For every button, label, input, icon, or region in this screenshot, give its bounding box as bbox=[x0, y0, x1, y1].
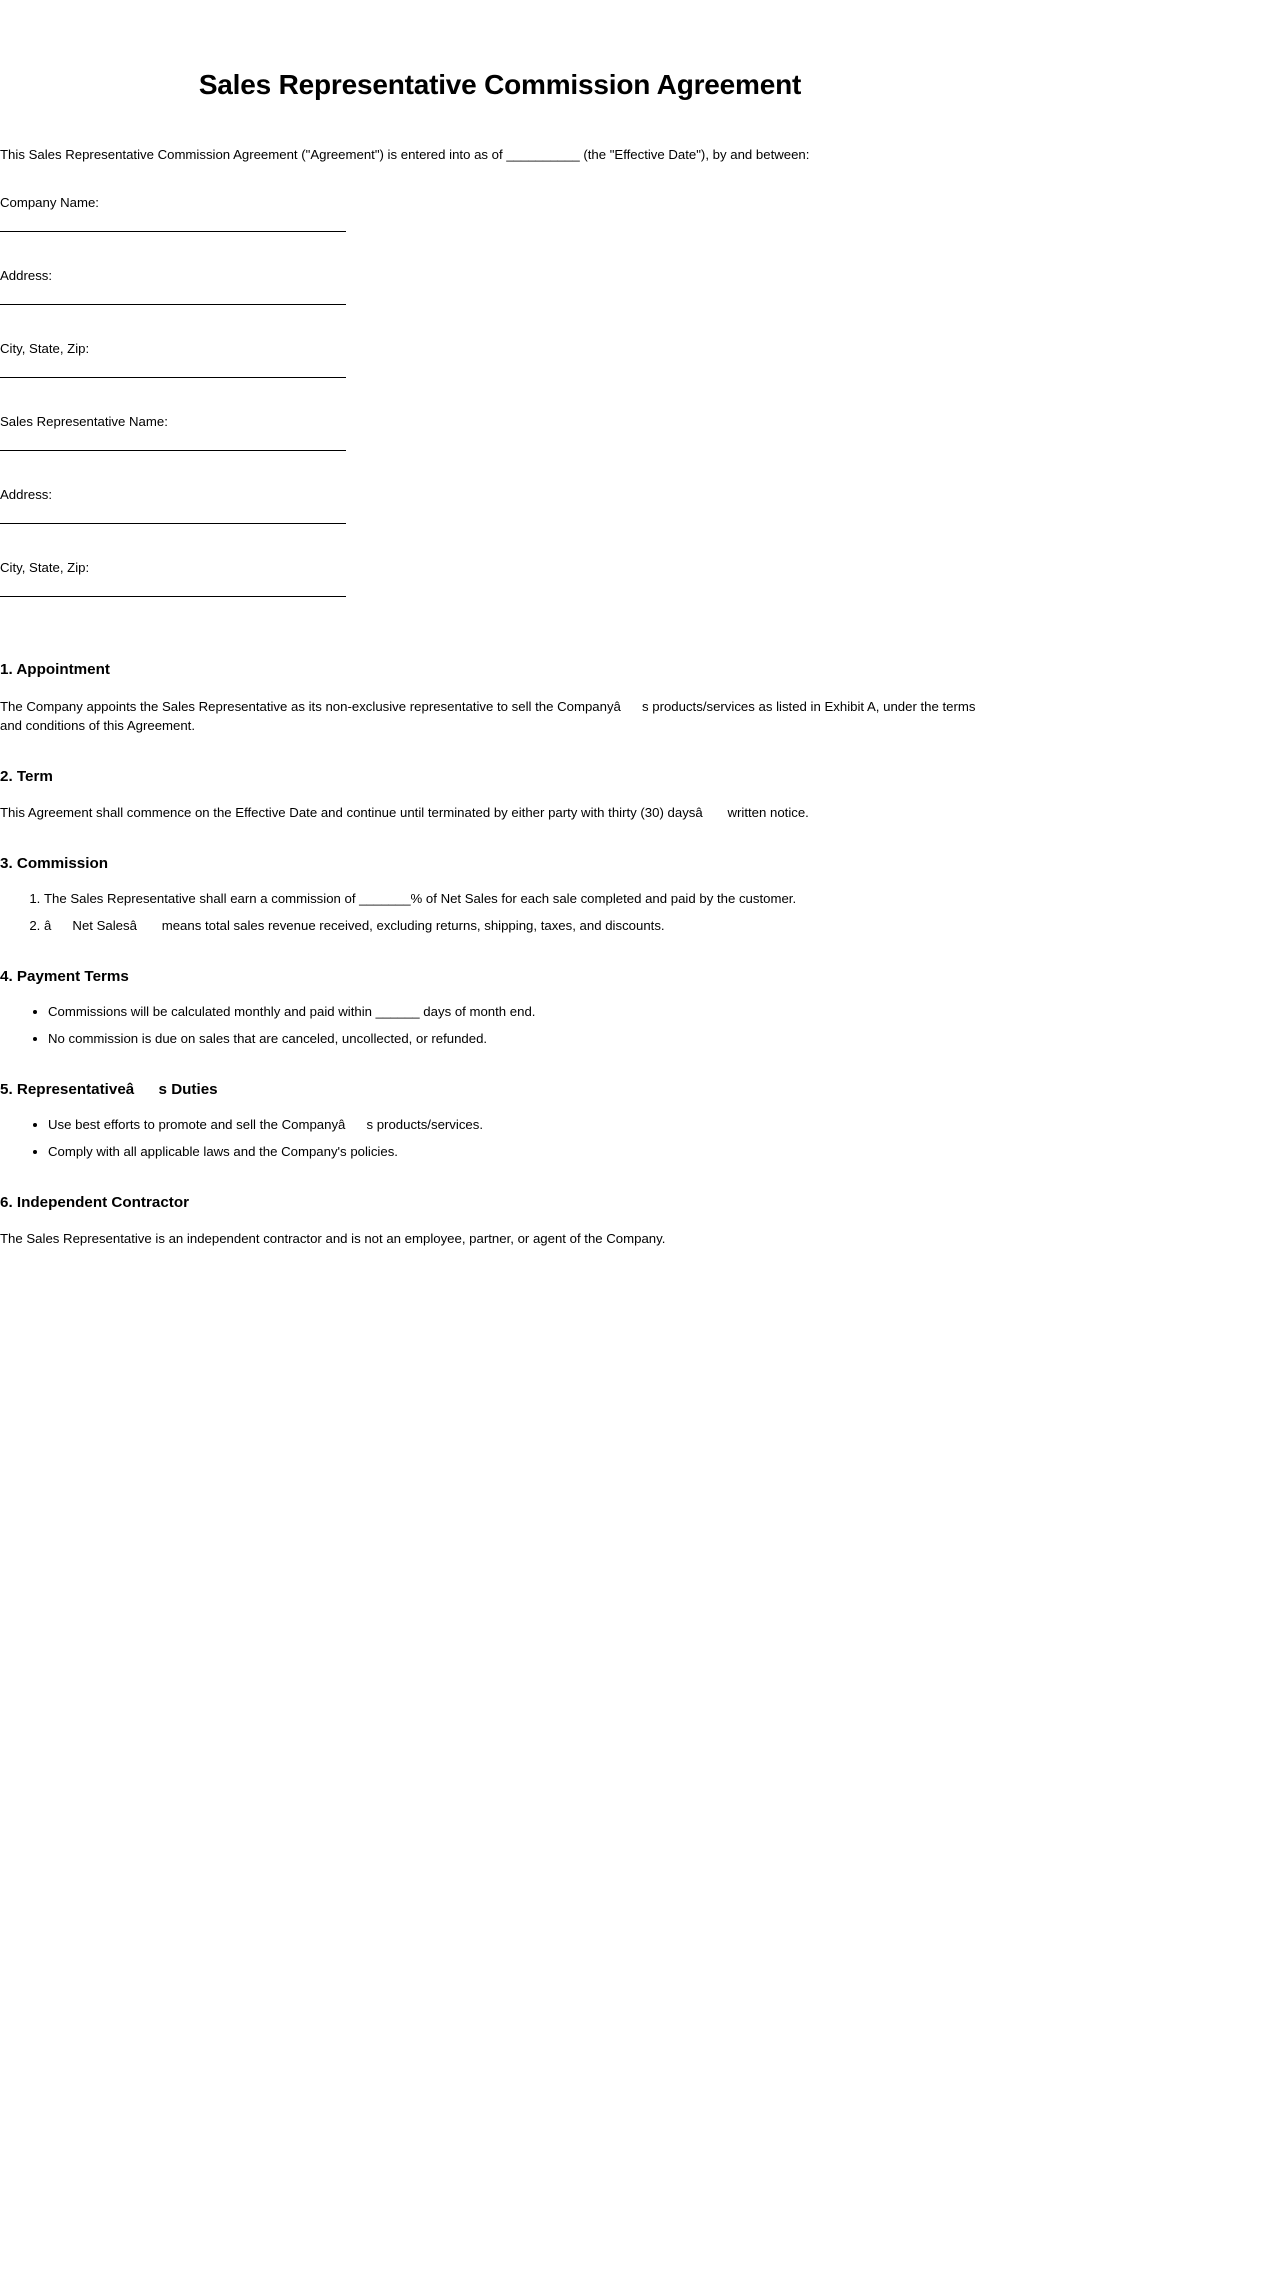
section-paragraph: This Agreement shall commence on the Effective Date and continue until terminated by either party with thirty (30) daysâ written notice. bbox=[0, 805, 809, 821]
spacer bbox=[0, 822, 1000, 854]
party-details-block bbox=[0, 193, 1000, 597]
list-item: 1. The Sales Representative shall earn a commission of _______% of Net Sales for each sale completed and paid by the customer. bbox=[44, 889, 1000, 908]
section-heading: 1. Appointment bbox=[0, 661, 110, 678]
section-appointment bbox=[0, 660, 1000, 735]
section-heading: 4. Payment Terms bbox=[0, 968, 129, 986]
field-company-name bbox=[0, 193, 1000, 232]
field-representative-address bbox=[0, 485, 1000, 524]
field-label: Sales Representative Name: bbox=[0, 414, 168, 429]
page-title: Sales Representative Commission Agreement bbox=[198, 69, 802, 100]
section-heading: 5. Representativeâs Duties bbox=[0, 1081, 218, 1099]
fill-in-line[interactable] bbox=[0, 596, 346, 597]
spacer bbox=[0, 935, 1000, 967]
spacer bbox=[0, 735, 1000, 767]
section-paragraph: The Sales Representative is an independent contractor and is not an employee, partner, or agent of the Company. bbox=[0, 1231, 666, 1247]
commission-list bbox=[0, 889, 1000, 935]
section-paragraph: The Company appoints the Sales Representative as its non-exclusive representative to sell the Companyâs products/services as listed in Exhibit A, under the terms and conditions of this Agreement. bbox=[0, 698, 976, 733]
section-term bbox=[0, 767, 1000, 823]
section-heading: 2. Term bbox=[0, 767, 53, 785]
field-label: Address: bbox=[0, 487, 53, 502]
field-representative-city-state-zip bbox=[0, 558, 1000, 597]
list-item: • No commission is due on sales that are canceled, uncollected, or refunded. bbox=[48, 1029, 1000, 1048]
field-label: City, State, Zip: bbox=[0, 341, 90, 356]
spacer bbox=[0, 232, 1000, 266]
spacer bbox=[0, 305, 1000, 339]
field-label: Company Name: bbox=[0, 195, 99, 210]
section-heading: 6. Independent Contractor bbox=[0, 1193, 190, 1211]
spacer bbox=[0, 1048, 1000, 1080]
section-payment-terms bbox=[0, 967, 1000, 1048]
spacer bbox=[0, 378, 1000, 412]
list-item: • Use best efforts to promote and sell the Companyâs products/services. bbox=[48, 1115, 1000, 1134]
field-company-address bbox=[0, 266, 1000, 305]
spacer bbox=[0, 451, 1000, 485]
duties-list bbox=[0, 1115, 1000, 1161]
agreement-sections bbox=[0, 660, 1000, 1249]
section-heading: 3. Commission bbox=[0, 855, 109, 873]
field-company-city-state-zip bbox=[0, 339, 1000, 378]
field-sales-representative-name bbox=[0, 412, 1000, 451]
list-item: • Comply with all applicable laws and the Company's policies. bbox=[48, 1142, 1000, 1161]
section-representative-duties bbox=[0, 1080, 1000, 1161]
field-label: City, State, Zip: bbox=[0, 560, 90, 575]
section-independent-contractor bbox=[0, 1193, 1000, 1249]
intro-paragraph: This Sales Representative Commission Agreement ("Agreement") is entered into as of __________ (the "Effective Date"), by and between: bbox=[0, 147, 810, 162]
list-item: • Commissions will be calculated monthly and paid within ______ days of month end. bbox=[48, 1002, 1000, 1021]
field-label: Address: bbox=[0, 268, 53, 283]
list-item: 2. âNet Salesâ means total sales revenue received, excluding returns, shipping, taxes, and discounts. bbox=[44, 916, 1000, 935]
payment-terms-list bbox=[0, 1002, 1000, 1048]
section-commission bbox=[0, 854, 1000, 935]
spacer bbox=[0, 524, 1000, 558]
spacer bbox=[0, 1161, 1000, 1193]
